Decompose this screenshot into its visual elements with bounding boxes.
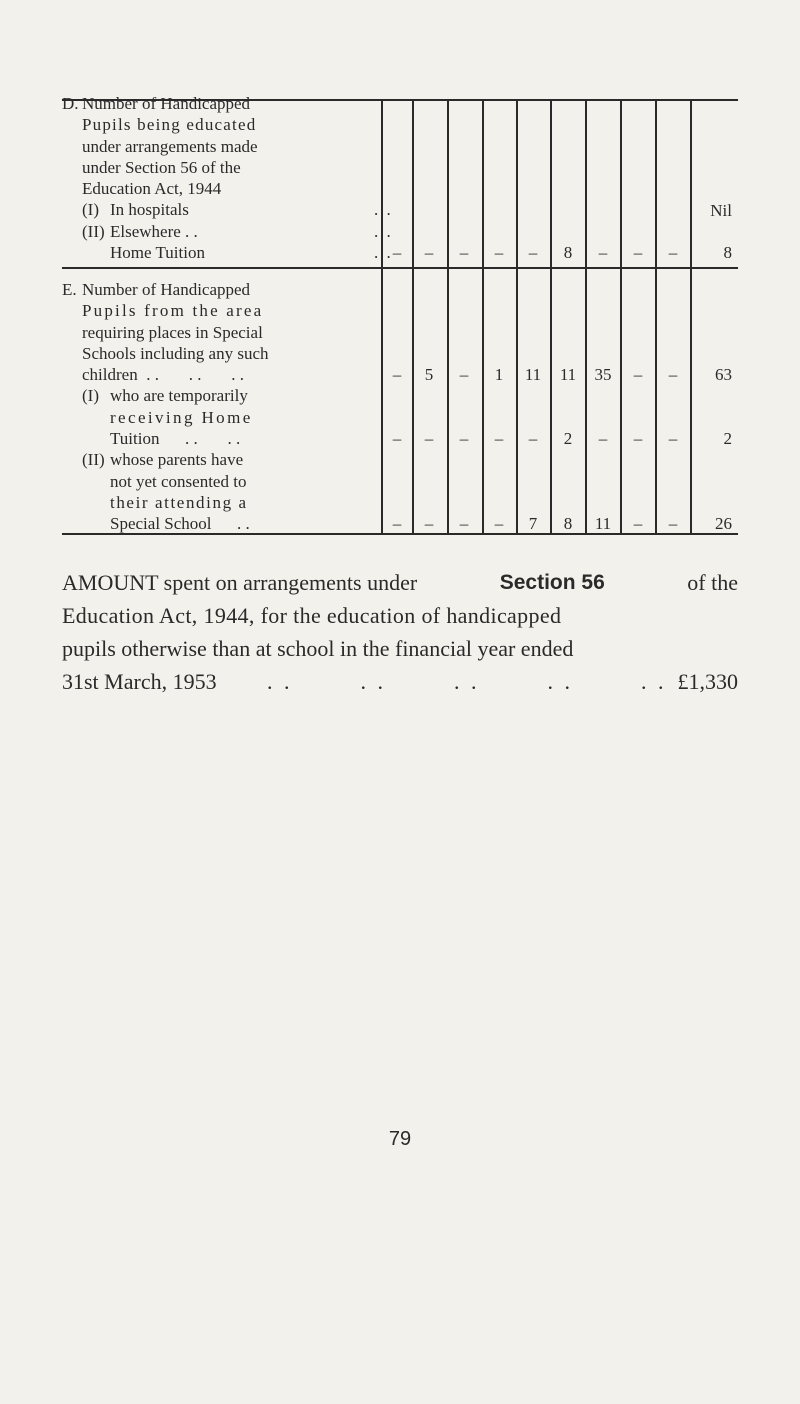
value-cell: – [528, 429, 538, 448]
section-letter: D. [62, 94, 79, 113]
value-cell: 11 [594, 514, 612, 533]
item-line: receiving Home [110, 407, 253, 427]
section-letter: E. [62, 280, 77, 299]
value-cell: 8 [563, 514, 573, 533]
item-line: Special School . . [110, 514, 250, 534]
value-cell: – [668, 514, 678, 533]
paragraph-line [62, 632, 738, 665]
heading-line: under Section 56 of the [82, 157, 241, 177]
value-cell: – [633, 365, 643, 384]
heading-line: Schools including any such [82, 343, 269, 363]
value-cell: 2 [563, 429, 573, 448]
paragraph-text: of the [687, 570, 738, 595]
page-number: 79 [388, 1128, 412, 1150]
amount-paragraph [62, 566, 738, 698]
item-label: In hospitals [110, 200, 189, 220]
value-cell: – [633, 514, 643, 533]
value-cell: – [598, 243, 608, 262]
value-cell: Nil [710, 200, 732, 220]
paragraph-line [62, 665, 738, 698]
value-cell: 2 [723, 429, 732, 448]
item-line: their attending a [110, 492, 248, 512]
column-rule [516, 100, 518, 534]
value-cell: – [494, 514, 504, 533]
value-cell: – [392, 429, 402, 448]
item-label: Elsewhere . . [110, 221, 198, 241]
item-line: Tuition . . . . [110, 429, 241, 449]
section-divider-rule [62, 267, 738, 269]
value-cell: 1 [494, 365, 504, 384]
item-line: not yet consented to [110, 471, 247, 491]
value-cell: 26 [715, 514, 732, 533]
paragraph-text: 31st March, 1953 [62, 669, 217, 694]
leader-dots: . . . . . . . . . . [267, 669, 667, 694]
value-cell: – [392, 243, 402, 262]
heading-line: Pupils from the area [82, 301, 264, 321]
column-rule [620, 100, 622, 534]
paragraph-line [62, 566, 738, 599]
item-label: Home Tuition [110, 243, 205, 263]
item-number: (I) [82, 386, 99, 406]
value-cell: 5 [424, 365, 434, 384]
value-cell: – [528, 243, 538, 262]
value-cell: – [494, 429, 504, 448]
leader-dots: . . [374, 243, 393, 263]
value-cell: – [392, 365, 402, 384]
heading-line: requiring places in Special [82, 322, 263, 342]
column-rule [585, 100, 587, 534]
heading-line: under arrangements made [82, 136, 258, 156]
value-cell: 35 [594, 365, 612, 384]
heading-line: Education Act, 1944 [82, 179, 222, 199]
column-rule [655, 100, 657, 534]
value-cell: – [633, 243, 643, 262]
value-cell: – [668, 429, 678, 448]
item-number: (II) [82, 450, 105, 470]
paragraph-text: pupils otherwise than at school in the financial year ended [62, 636, 574, 661]
column-rule [690, 100, 692, 534]
column-rule [482, 100, 484, 534]
section-e [62, 279, 382, 535]
heading-line: Number of Handicapped [82, 280, 251, 299]
leader-dots: . . [374, 221, 393, 241]
value-cell: 63 [715, 365, 732, 384]
value-cell: 11 [559, 365, 577, 384]
value-cell: – [494, 243, 504, 262]
value-cell: – [424, 514, 434, 533]
section-d [62, 93, 393, 263]
value-cell: – [598, 429, 608, 448]
amount-value: £1,330 [677, 669, 738, 694]
column-rule [550, 100, 552, 534]
paragraph-line [62, 599, 738, 632]
value-cell: 11 [524, 365, 542, 384]
value-cell: 7 [528, 514, 538, 533]
paragraph-text: Education Act, 1944, for the education of handicapped [62, 603, 562, 628]
value-cell: – [459, 243, 469, 262]
item-number: (I) [82, 200, 99, 220]
value-cell: – [459, 365, 469, 384]
paragraph-text: AMOUNT spent on arrangements under [62, 570, 418, 595]
value-cell: – [424, 429, 434, 448]
value-cell: 8 [723, 243, 732, 262]
column-rule [412, 100, 414, 534]
value-cell: 8 [563, 243, 573, 262]
leader-dots: . . [374, 200, 393, 220]
item-line: whose parents have [110, 450, 244, 470]
value-cell: – [668, 365, 678, 384]
value-cell: – [392, 514, 402, 533]
item-line: who are temporarily [110, 386, 248, 406]
value-cell: – [633, 429, 643, 448]
value-cell: – [424, 243, 434, 262]
heading-line: children . . . . . . [82, 365, 244, 385]
column-rule [447, 100, 449, 534]
heading-line: Number of Handicapped [82, 94, 251, 113]
value-cell: – [459, 429, 469, 448]
value-cell: – [459, 514, 469, 533]
paragraph-bold-text: Section 56 [499, 571, 605, 594]
item-number: (II) [82, 221, 105, 241]
heading-line: Pupils being educated [82, 115, 257, 135]
value-cell: – [668, 243, 678, 262]
